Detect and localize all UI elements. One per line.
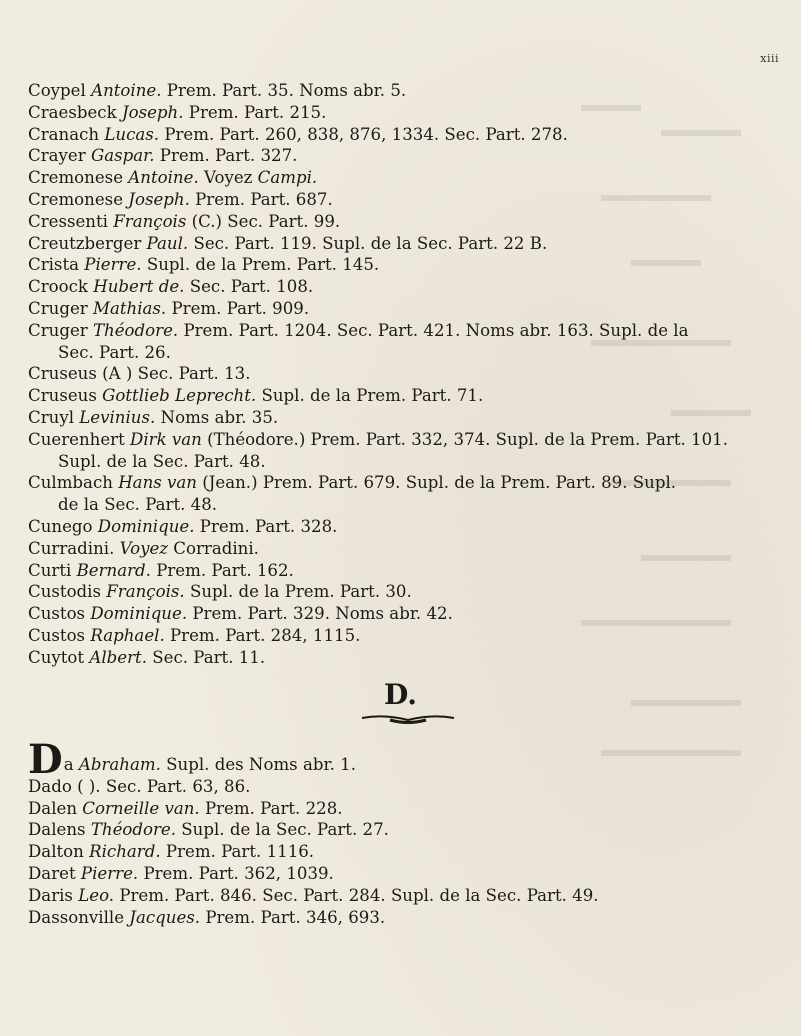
index-entry: Dado ( ). Sec. Part. 63, 86. — [28, 776, 251, 796]
index-entry-continuation: Sec. Part. 26. — [58, 342, 171, 362]
index-entry: Dalens Théodore. Supl. de la Sec. Part. 27. — [28, 820, 389, 840]
index-entry: Da Abraham. Supl. des Noms abr. 1. — [28, 736, 356, 783]
ornament-rule-icon — [360, 712, 456, 726]
index-entry: Daris Leo. Prem. Part. 846. Sec. Part. 284. Supl. de la Sec. Part. 49. — [28, 885, 599, 905]
index-entry-continuation: Supl. de la Sec. Part. 48. — [58, 451, 266, 471]
index-entry: Culmbach Hans van (Jean.) Prem. Part. 679. Supl. de la Prem. Part. 89. Supl. de la Sec. Part. 48. — [28, 472, 788, 516]
index-entry: Cruger Théodore. Prem. Part. 1204. Sec. Part. 421. Noms abr. 163. Supl. de la Sec. Part. 26. — [28, 320, 788, 364]
drop-cap: D — [28, 736, 63, 783]
index-entry: Coypel Antoine. Prem. Part. 35. Noms abr. 5. — [28, 81, 407, 100]
index-entry: Cuerenhert Dirk van (Théodore.) Prem. Part. 332, 374. Supl. de la Prem. Part. 101. Supl. de la Sec. Part. 48. — [28, 429, 788, 473]
index-entry: Craesbeck Joseph. Prem. Part. 215. — [28, 102, 327, 122]
index-entry: Dalton Richard. Prem. Part. 1116. — [28, 842, 315, 862]
index-entry: Cuytot Albert. Sec. Part. 11. — [28, 647, 266, 667]
index-entry: Cruseus Gottlieb Leprecht. Supl. de la Prem. Part. 71. — [28, 386, 484, 406]
index-entry: Cranach Lucas. Prem. Part. 260, 838, 876, 1334. Sec. Part. 278. — [28, 124, 568, 144]
index-entry: Curti Bernard. Prem. Part. 162. — [28, 560, 294, 580]
section-heading-d: D. — [383, 678, 418, 711]
index-entry: Custos Raphael. Prem. Part. 284, 1115. — [28, 625, 361, 645]
index-entry: Cremonese Joseph. Prem. Part. 687. — [28, 189, 333, 209]
index-entry: Cruseus (A ) Sec. Part. 13. — [28, 364, 251, 384]
page-number: xiii — [760, 52, 779, 65]
index-entry-continuation: de la Sec. Part. 48. — [58, 495, 218, 515]
index-entries-d — [28, 736, 788, 928]
index-entry: Daret Pierre. Prem. Part. 362, 1039. — [28, 863, 334, 883]
index-entry: Crayer Gaspar. Prem. Part. 327. — [28, 146, 298, 166]
index-entry: Custodis François. Supl. de la Prem. Part. 30. — [28, 582, 412, 602]
index-entry: Crista Pierre. Supl. de la Prem. Part. 145. — [28, 255, 380, 275]
index-entry: Custos Dominique. Prem. Part. 329. Noms abr. 42. — [28, 604, 453, 624]
index-entry: Dalen Corneille van. Prem. Part. 228. — [28, 798, 343, 818]
index-entry: Cruyl Levinius. Noms abr. 35. — [28, 407, 279, 427]
index-entry: Cremonese Antoine. Voyez Campi. — [28, 168, 318, 188]
index-entry: Dassonville Jacques. Prem. Part. 346, 693. — [28, 907, 386, 927]
index-entry: Cunego Dominique. Prem. Part. 328. — [28, 516, 338, 536]
index-entry: Cruger Mathias. Prem. Part. 909. — [28, 298, 310, 318]
index-entry: Croock Hubert de. Sec. Part. 108. — [28, 277, 314, 297]
index-entry: Cressenti François (C.) Sec. Part. 99. — [28, 211, 341, 231]
index-entry: Creutzberger Paul. Sec. Part. 119. Supl. de la Sec. Part. 22 B. — [28, 233, 548, 253]
index-entry: Curradini. Voyez Corradini. — [28, 538, 259, 558]
index-entries-c — [28, 80, 788, 669]
